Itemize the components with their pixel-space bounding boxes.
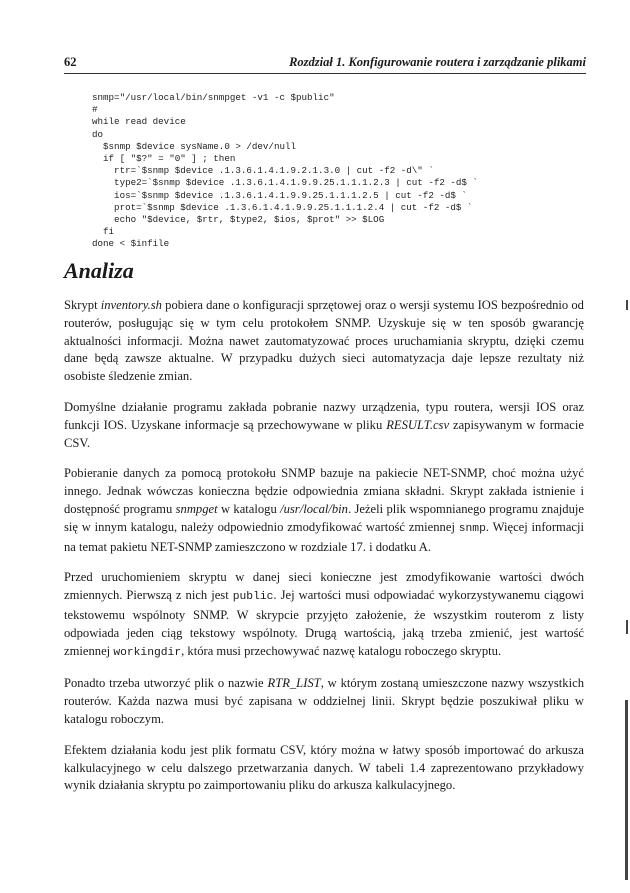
chapter-running-head: Rozdział 1. Konfigurowanie routera i zarządzanie plikami (289, 55, 586, 69)
text-run: zapisywanym w formacie CSV. (64, 417, 584, 450)
paragraph-4 (64, 569, 584, 662)
text-run: . Więcej informacji na temat pakietu NET-SNMP zamieszczono w rozdziale 17. i dodatku A. (64, 519, 584, 554)
text-run: Przed uruchomieniem skryptu w danej sieci konieczne jest zmodyfikowanie wartości dwóch zmiennych. Pierwszą z nich jest (64, 570, 584, 603)
code-line: while read device (92, 116, 186, 128)
code-line: if [ "$?" = "0" ] ; then (92, 153, 236, 165)
code-line: fi (92, 226, 115, 238)
paragraph-1 (64, 297, 584, 386)
text-run: Domyślne działanie programu zakłada pobranie nazwy urządzenia, typu routera, wersji IOS oraz funkcji IOS. Uzyskane informacje są przechowywane w pliku (64, 399, 584, 432)
result-filename: RESULT.csv (386, 417, 450, 432)
script-filename: inventory.sh (100, 298, 162, 312)
code-line: rtr=`$snmp $device .1.3.6.1.4.1.9.2.1.3.0 | cut -f2 -d\" ` (92, 165, 434, 177)
code-line: do (92, 128, 104, 140)
text-run: Efektem działania kodu jest plik formatu CSV, który można w łatwy sposób importować do arkusza kalkulacyjnego w celu dalszego przetwarzania danych. W tabeli 1.4 zaprezentowano przykładowy wynik działania skryptu po zaimportowaniu pliku do arkusza kalkulacyjnego. (64, 742, 584, 793)
paragraph-2 (64, 399, 584, 452)
section-title: Analiza (64, 258, 134, 283)
code-line: ios=`$snmp $device .1.3.6.1.4.1.9.9.25.1.1.1.2.5 | cut -f2 -d$ ` (92, 189, 467, 201)
code-listing (92, 92, 592, 251)
page-number: 62 (64, 55, 77, 69)
text-run: . Jej wartości musi odpowiadać wykorzystywanemu ciągowi tekstowemu wspólnoty SNMP. W skrypcie przyjęto założenie, że wszystkim routerom z listy odpowiada jeden ciąg tekstowy wspólnoty. Drugą wartością, jaką trzeba zmienić, jest wartość zmiennej (64, 588, 584, 658)
paragraph-6 (64, 742, 584, 795)
scan-edge-mark (626, 620, 628, 634)
text-run: Pobieranie danych za pomocą protokołu SNMP bazuje na pakiecie NET-SNMP, choć można użyć innego. Jednak wówczas konieczna będzie odpowiednia zmiana składni. Skrypt zakłada istnienie i dostępność programu (64, 466, 584, 516)
code-line: done < $infile (92, 238, 170, 250)
variable-name: workingdir (113, 646, 182, 659)
program-name: snmpget (175, 501, 218, 516)
code-line: prot=`$snmp $device .1.3.6.1.4.1.9.9.25.1.1.1.2.4 | cut -f2 -d$ ` (92, 201, 473, 213)
text-run: . Jeżeli plik wspomnianego programu znajduje się w innym katalogu, należy odpowiednio zmodyfikować wartość zmiennej (64, 501, 584, 534)
directory-path: /usr/local/bin (280, 501, 348, 516)
text-run: , w którym zostaną umieszczone nazwy wszystkich routerów. Każda nazwa musi być zapisana w oddzielnej linii. Skrypt będzie poszukiwał pliku w katalogu roboczym. (64, 676, 584, 726)
code-line: # (92, 104, 98, 116)
code-line: type2=`$snmp $device .1.3.6.1.4.1.9.9.25.1.1.1.2.3 | cut -f2 -d$ ` (92, 177, 478, 189)
code-line: $snmp $device sysName.0 > /dev/null (92, 140, 296, 152)
text-run: w katalogu (217, 501, 281, 516)
running-header (64, 55, 586, 74)
scan-edge-mark (626, 300, 628, 310)
paragraph-5 (64, 675, 584, 728)
code-line: echo "$device, $rtr, $type2, $ios, $prot" >> $LOG (92, 214, 385, 226)
text-run: Ponadto trzeba utworzyć plik o nazwie (64, 676, 268, 691)
code-line: snmp="/usr/local/bin/snmpget -v1 -c $public" (92, 92, 335, 103)
paragraph-3 (64, 465, 584, 556)
text-run: pobiera dane o konfiguracji sprzętowej oraz o wersji systemu IOS bezpośrednio od routerów, posługując się w tym celu protokołem SNMP. Uzyskuje się w ten sposób gwarancję aktualności informacji. Można nawet zautomatyzować proces uruchamiania skryptu, dzięki czemu dane będą zawsze aktualne. W przypadku dużych sieci automatyzacja daje lepsze rezultaty niż osobiste śledzenie zmian. (64, 298, 584, 384)
text-run: Skrypt (64, 298, 101, 312)
variable-name: public (232, 591, 274, 604)
list-filename: RTR_LIST (267, 676, 321, 691)
body-text (64, 297, 584, 808)
scan-edge-mark (625, 700, 628, 880)
text-run: , która musi przechowywać nazwę katalogu roboczego skryptu. (181, 643, 502, 658)
variable-name: snmp (458, 522, 486, 535)
